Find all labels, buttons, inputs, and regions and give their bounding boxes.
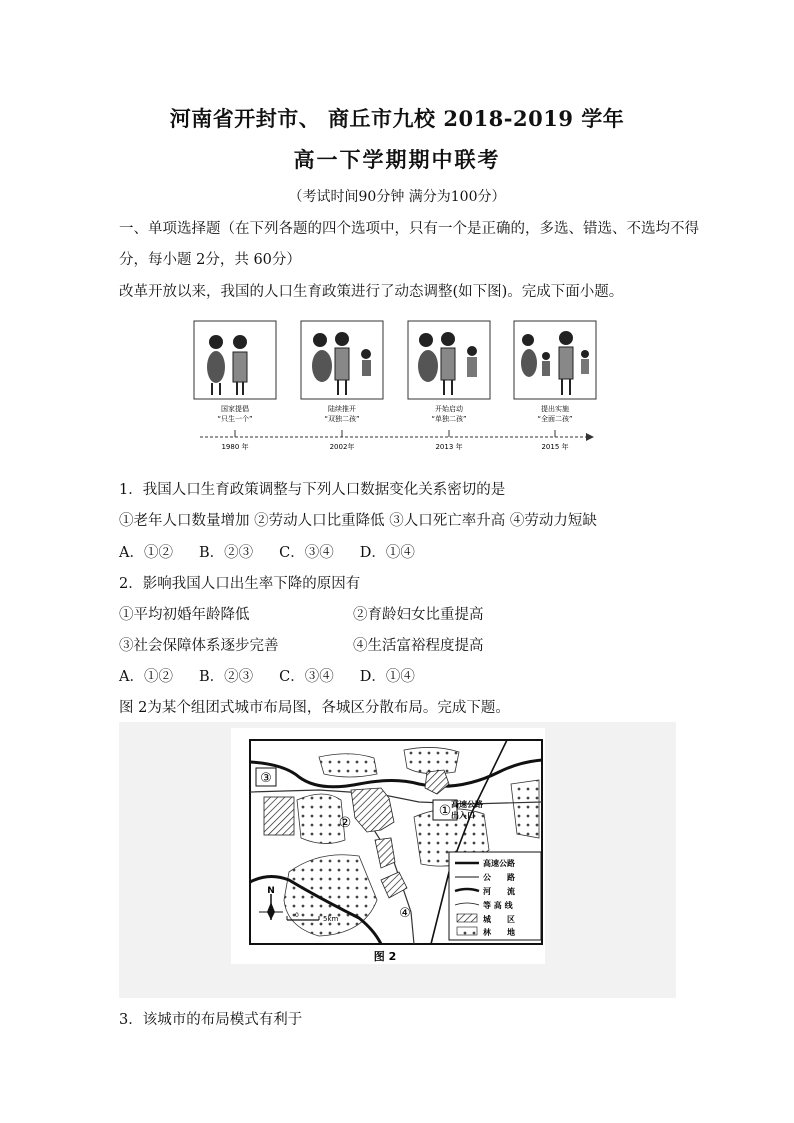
city-map-panel xyxy=(119,722,676,998)
marker-4: ④ xyxy=(399,906,411,921)
stage-policy-2002: “双独二孩” xyxy=(324,415,360,423)
q1-options xyxy=(119,541,441,562)
document-subtitle: 高一下学期期中联考 xyxy=(293,147,501,172)
map-legend xyxy=(449,852,541,940)
q1-option-b[interactable]: B．②③ xyxy=(198,545,254,561)
panel-2002 xyxy=(301,321,383,399)
q1-stem: 1．我国人口生育政策调整与下列人口数据变化关系密切的是 xyxy=(119,482,506,498)
stage-label-1980: 国家提倡 xyxy=(221,405,249,413)
legend-contour: 等 高 线 xyxy=(483,901,513,910)
q1-items: ①老年人口数量增加 ②劳动人口比重降低 ③人口死亡率升高 ④劳动力短缺 xyxy=(119,513,597,529)
q2-stem: 2．影响我国人口出生率下降的原因有 xyxy=(119,576,361,592)
exam-info: （考试时间90分钟 满分为100分） xyxy=(288,189,506,205)
year-2015: 2015 年 xyxy=(541,443,569,451)
marker-3: ③ xyxy=(260,771,272,786)
panel-2015 xyxy=(514,321,596,399)
q2-options xyxy=(119,665,441,686)
legend-urban: 城 区 xyxy=(483,915,515,924)
q2-option-b[interactable]: B．②③ xyxy=(198,669,254,685)
section-heading-line2: 分，每小题 2分，共 60分） xyxy=(119,252,301,268)
year-2013: 2013 年 xyxy=(435,443,463,451)
stage-policy-1980: “只生一个” xyxy=(217,415,253,423)
panel-2013 xyxy=(408,321,490,399)
policy-timeline-figure xyxy=(190,318,600,456)
scale-zero: 0 xyxy=(295,912,299,919)
city-map-figure xyxy=(119,722,676,998)
q1-option-c[interactable]: C．③④ xyxy=(279,545,334,561)
exit-label-line1: 高速公路 xyxy=(451,800,483,809)
q2-items-row1 xyxy=(119,603,484,624)
q2-item-3: ③社会保障体系逐步完善 xyxy=(119,638,279,654)
exit-label-line2: 出入口 xyxy=(451,811,475,820)
q1-option-d[interactable]: D．①④ xyxy=(359,545,415,561)
stage-label-2015: 提出实施 xyxy=(541,405,569,413)
q2-item-2: ②育龄妇女比重提高 xyxy=(353,607,484,623)
legend-road: 公 路 xyxy=(483,873,515,882)
q2-items-row2 xyxy=(119,634,484,655)
q3-stem: 3．该城市的布局模式有利于 xyxy=(119,1012,303,1028)
stage-label-2013: 开始启动 xyxy=(435,405,463,413)
legend-expressway: 高速公路 xyxy=(483,859,515,868)
q2-option-c[interactable]: C．③④ xyxy=(279,669,334,685)
marker-1: ① xyxy=(438,803,452,819)
figure-caption: 图 2 xyxy=(373,950,397,963)
marker-2: ② xyxy=(338,815,352,831)
section-heading-line1: 一、单项选择题（在下列各题的四个选项中，只有一个是正确的，多选、错选、不选均不得 xyxy=(119,221,699,237)
panel-1980 xyxy=(194,321,276,399)
q2-item-4: ④生活富裕程度提高 xyxy=(353,638,484,654)
timeline-arrow-icon xyxy=(586,433,594,441)
map-intro: 图 2为某个组团式城市布局图，各城区分散布局。完成下题。 xyxy=(119,700,510,716)
legend-forest: 林 地 xyxy=(483,928,515,937)
year-2002: 2002年 xyxy=(329,443,355,451)
passage-intro: 改革开放以来，我国的人口生育政策进行了动态调整(如下图)。完成下面小题。 xyxy=(119,284,624,300)
q1-option-a[interactable]: A．①② xyxy=(119,545,173,561)
q2-option-d[interactable]: D．①④ xyxy=(359,669,415,685)
stage-policy-2015: “全面二孩” xyxy=(537,415,573,423)
scale-label: 5km xyxy=(323,915,339,923)
north-label: N xyxy=(267,886,275,896)
year-1980: 1980 年 xyxy=(221,443,249,451)
legend-river: 河 流 xyxy=(483,887,515,896)
stage-policy-2013: “单独二孩” xyxy=(431,415,467,423)
stage-label-2002: 陆续推开 xyxy=(328,405,356,413)
document-title: 河南省开封市、 商丘市九校 2018-2019 学年 xyxy=(169,106,625,131)
q2-item-1: ①平均初婚年龄降低 xyxy=(119,607,250,623)
q2-option-a[interactable]: A．①② xyxy=(119,669,173,685)
